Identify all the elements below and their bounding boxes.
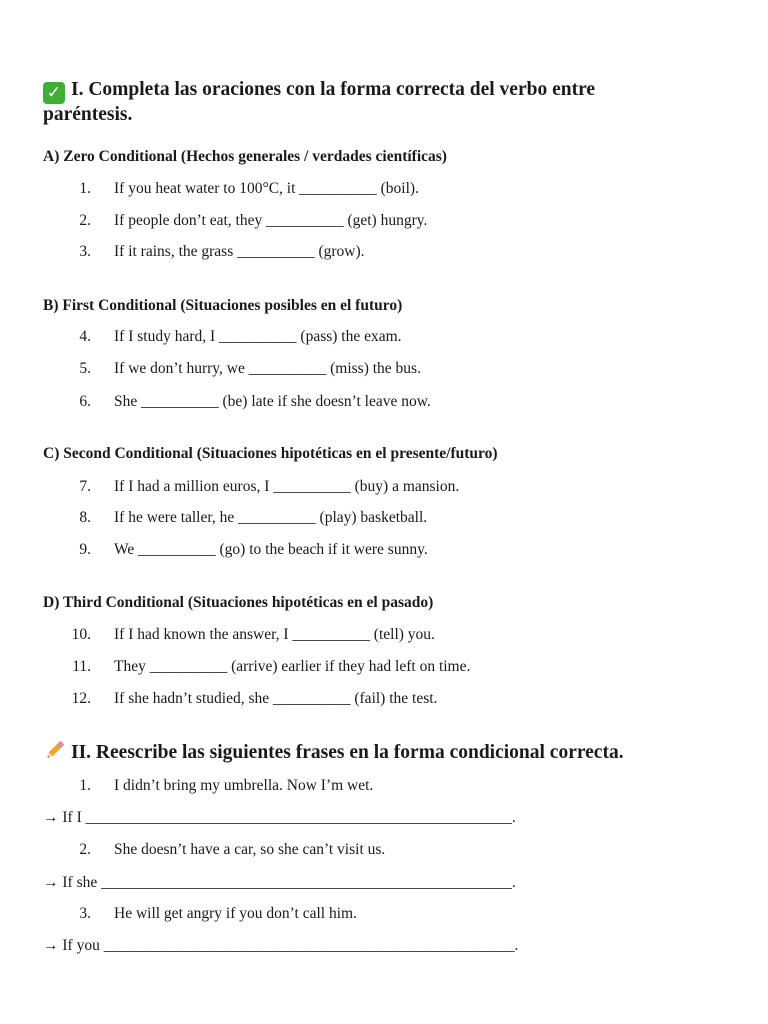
item-number: 6. — [79, 393, 91, 410]
item-number: 4. — [79, 328, 91, 345]
item-number: 2. — [79, 212, 91, 229]
item-number: 2. — [79, 841, 91, 858]
item-number: 5. — [79, 360, 91, 377]
section-1-title — [43, 78, 733, 104]
exercise-sentence: She __________ (be) late if she doesn’t leave now. — [114, 393, 431, 410]
rewrite-sentence: I didn’t bring my umbrella. Now I’m wet. — [114, 777, 374, 794]
exercise-sentence: If it rains, the grass __________ (grow). — [114, 243, 365, 260]
section-1-title-line1: I. Completa las oraciones con la forma correcta del verbo entre — [71, 79, 596, 100]
check-mark-icon: ✓ — [43, 82, 65, 104]
exercise-sentence: They __________ (arrive) earlier if they had left on time. — [114, 658, 471, 675]
answer-line: → If she _____________________________________________________. — [43, 874, 516, 891]
item-number: 3. — [79, 243, 91, 260]
item-number: 7. — [79, 478, 91, 495]
group-c-heading: C) Second Conditional (Situaciones hipotéticas en el presente/futuro) — [43, 445, 498, 462]
exercise-sentence: If I had known the answer, I __________ (tell) you. — [114, 626, 435, 643]
section-2-title-text: II. Reescribe las siguientes frases en la forma condicional correcta. — [71, 742, 624, 763]
item-number: 3. — [79, 905, 91, 922]
section-1-title-line2: paréntesis. — [43, 104, 133, 125]
rewrite-sentence: She doesn’t have a car, so she can’t visit us. — [114, 841, 386, 858]
group-d-heading: D) Third Conditional (Situaciones hipotéticas en el pasado) — [43, 594, 434, 611]
item-number: 8. — [79, 509, 91, 526]
answer-line: → If I _______________________________________________________. — [43, 809, 516, 826]
exercise-sentence: If she hadn’t studied, she __________ (fail) the test. — [114, 690, 438, 707]
exercise-sentence: If we don’t hurry, we __________ (miss) the bus. — [114, 360, 421, 377]
group-b-heading: B) First Conditional (Situaciones posibles en el futuro) — [43, 297, 403, 314]
exercise-sentence: If I study hard, I __________ (pass) the exam. — [114, 328, 402, 345]
exercise-sentence: If people don’t eat, they __________ (get) hungry. — [114, 212, 428, 229]
item-number: 1. — [79, 180, 91, 197]
item-number: 11. — [72, 658, 91, 675]
answer-line: → If you _____________________________________________________. — [43, 937, 519, 954]
item-number: 9. — [79, 541, 91, 558]
item-number: 10. — [71, 626, 91, 643]
item-number: 12. — [71, 690, 91, 707]
exercise-sentence: We __________ (go) to the beach if it were sunny. — [114, 541, 428, 558]
exercise-sentence: If he were taller, he __________ (play) basketball. — [114, 509, 428, 526]
item-number: 1. — [79, 777, 91, 794]
pencil-icon — [43, 740, 65, 762]
exercise-sentence: If you heat water to 100°C, it __________ (boil). — [114, 180, 419, 197]
rewrite-sentence: He will get angry if you don’t call him. — [114, 905, 357, 922]
exercise-sentence: If I had a million euros, I __________ (buy) a mansion. — [114, 478, 460, 495]
group-a-heading: A) Zero Conditional (Hechos generales / verdades científicas) — [43, 148, 447, 165]
section-2-title — [43, 740, 733, 765]
